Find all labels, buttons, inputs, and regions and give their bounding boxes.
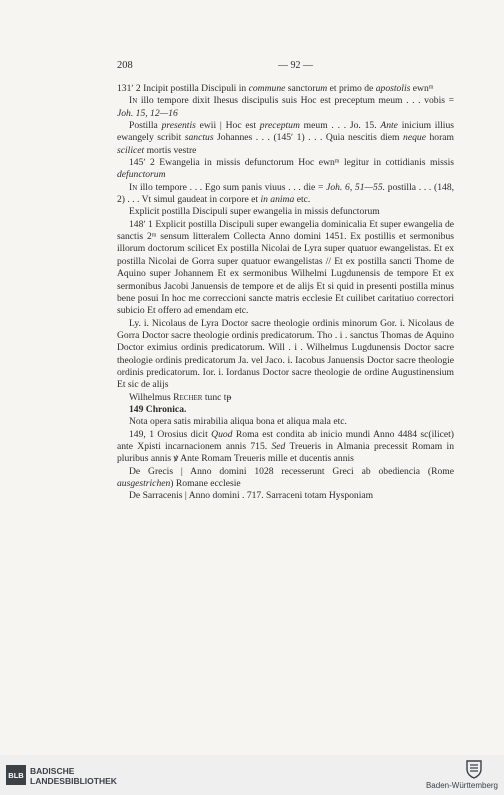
partner-name: Baden-Württemberg (425, 781, 498, 790)
paragraph: Wilhelmus Recher tunc tᵽ (129, 391, 232, 403)
paragraph: In illo tempore dixit Ihesus discipulis suis Hoc est preceptum meum . . . vobis = Joh. 15, 12—16 (117, 95, 454, 119)
page-number: 208 (117, 60, 133, 71)
library-name (30, 766, 117, 786)
paragraph: Nota opera satis mirabilia aliqua bona et aliqua mala etc. (129, 416, 347, 428)
body-text (117, 83, 454, 503)
paragraph: In illo tempore . . . Ego sum panis viuus . . . die = Joh. 6, 51—55. postilla . . . (148, 2) . . . Vt simul gaudeat in corpore et in anima etc. (117, 181, 455, 206)
library-name-line2: LANDESBIBLIOTHEK (30, 776, 117, 786)
coat-of-arms-icon (465, 759, 483, 779)
paragraph: 149, 1 Orosius dicit Quod Roma est condita ab inicio mundi Anno 4484 sc(ilicet) ante Xpisti incarnacionem annis 715. Sed Treueris in Almania precessit Romam in pluribus annis ꝟ Ante Romam Treueris mille et ducentis annis (117, 428, 455, 465)
paragraph: 145ʹ 2 Ewangelia in missis defunctorum Hoc ewnᵐ legitur in cottidianis missis defunctorum (117, 157, 454, 181)
footer-bar (0, 755, 504, 795)
paragraph: 148ʹ 1 Explicit postilla Discipuli super ewangelia dominicalia Et super ewangelia de sanctis 2ᵐ sensum litteralem Collecta Anno domini 1451. Ex postillis et sermonibus illorum doctorum scilicet Ex postilla Nicolai de Lyra super quatuor ewangelistas. Et ex postilla Nicolai de Gorra super quatuor ewangelistas // Et ex postilla sancti Thome de Aquino super Johannem Et ex sermonibus Wilhelmi Lugdunensis de tempore Et ex sermonibus Jacobi Januensis de tempore et de alijs Et si quid in presenti postilla minus bene posui In hoc me correccioni sancte matris ecclesie Et cuilibet caritatiuo correctori subicio Et offero ad emendam etc. (117, 218, 454, 317)
paragraph: Postilla presentis ewii | Hoc est preceptum meum . . . Jo. 15. Ante inicium illius ewangely scribit sanctus Johannes . . . (145ʹ 1) . . . Quia nescitis diem neque horam scilicet mortis vestre (117, 120, 454, 156)
paragraph: De Grecis | Anno domini 1028 recesserunt Greci ab obediencia (Rome ausgestrichen) Romane ecclesie (117, 465, 454, 489)
paragraph: Ly. i. Nicolaus de Lyra Doctor sacre theologie ordinis minorum Gor. i. Nicolaus de Gorra Doctor sacre theologie ordinis predicatorum. Tho . i . sanctus Thomas de Aquino Doctor eximius ordinis predicatorum. Will . i . Wilhelmus Lugdunensis Doctor sacre theologie ordinis predicatorum Ja. vel Jaco. i. Iacobus Januensis Doctor sacre theologie ordinis predicatorum. Ior. i. Iordanus Doctor sacre theologie de ordine Augustinensium Et sic de alijs (117, 317, 454, 391)
running-head: — 92 — (278, 60, 313, 71)
paragraph: De Sarracenis | Anno domini . 717. Sarraceni totam Hysponiam (129, 490, 374, 502)
blb-logo: BLB (6, 765, 26, 785)
library-name-line1: BADISCHE (30, 766, 75, 776)
paragraph: 131ʹ 2 Incipit postilla Discipuli in commune sanctorum et primo de apostolis ewnᵐ (117, 83, 434, 94)
paragraph: Explicit postilla Discipuli super ewangelia in missis defunctorum (129, 206, 380, 218)
paragraph: 149 Chronica. (129, 403, 187, 415)
